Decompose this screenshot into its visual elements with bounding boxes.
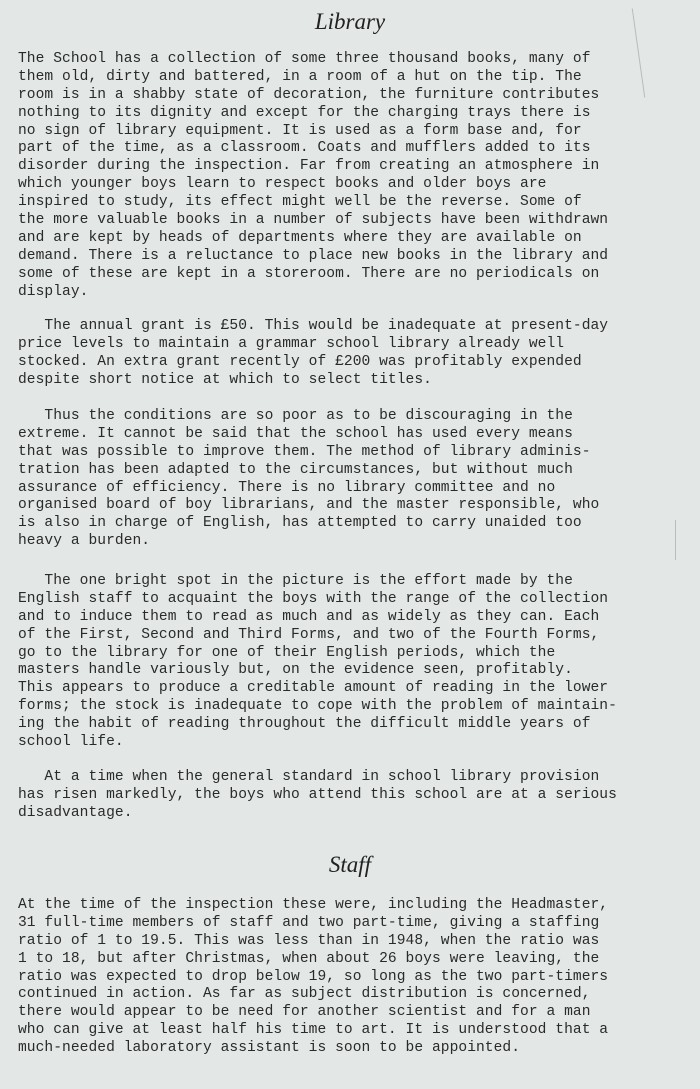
text-line: At the time of the inspection these were, including the Headmaster, [18,897,609,913]
text-line: and to induce them to read as much and as widely as they can. Each [18,608,600,625]
text-line: tration has been adapted to the circumstances, but without much [18,461,573,478]
text-line: school life. [18,734,124,751]
text-line: price levels to maintain a grammar school library already well [18,335,565,352]
library-paragraph-5 [18,769,700,823]
text-line: is also in charge of English, has attempted to carry unaided too [18,515,582,532]
text-line: despite short notice at which to select titles. [18,371,432,388]
text-line: extreme. It cannot be said that the school has used every means [18,425,573,442]
text-line: them old, dirty and battered, in a room of a hut on the tip. The [18,68,582,85]
library-paragraph-2 [18,318,700,390]
staff-paragraph-1 [18,897,700,1058]
text-line: nothing to its dignity and except for the charging trays there is [18,104,591,121]
text-line: has risen markedly, the boys who attend this school are at a serious [18,786,617,803]
library-paragraph-1 [18,51,700,301]
text-line: demand. There is a reluctance to place new books in the library and [18,247,609,264]
text-line: room is in a shabby state of decoration, the furniture contributes [18,86,600,103]
text-line: The one bright spot in the picture is the effort made by the [18,573,573,589]
text-line: ratio of 1 to 19.5. This was less than in 1948, when the ratio was [18,932,600,949]
text-line: display. [18,283,89,300]
text-line: some of these are kept in a storeroom. There are no periodicals on [18,265,600,282]
text-line: continued in action. As far as subject distribution is concerned, [18,986,591,1003]
text-line: stocked. An extra grant recently of £200 was profitably expended [18,353,582,370]
text-line: English staff to acquaint the boys with the range of the collection [18,590,609,607]
text-line: 31 full-time members of staff and two part-time, giving a staffing [18,914,600,931]
text-line: there would appear to be need for another scientist and for a man [18,1004,591,1021]
text-line: At a time when the general standard in school library provision [18,769,600,785]
text-line: the more valuable books in a number of subjects have been withdrawn [18,212,609,229]
text-line: of the First, Second and Third Forms, and two of the Fourth Forms, [18,626,600,643]
text-line: heavy a burden. [18,533,151,550]
text-line: The annual grant is £50. This would be inadequate at present-day [18,318,609,334]
text-line: forms; the stock is inadequate to cope with the problem of maintain- [18,698,617,715]
library-paragraph-3 [18,408,700,551]
library-paragraph-4 [18,573,700,752]
text-line: This appears to produce a creditable amount of reading in the lower [18,680,609,697]
text-line: which younger boys learn to respect books and older boys are [18,176,547,193]
text-line: much-needed laboratory assistant is soon to be appointed. [18,1040,521,1057]
text-line: ratio was expected to drop below 19, so long as the two part-timers [18,968,609,985]
text-line: go to the library for one of their English periods, which the [18,644,556,661]
text-line: ing the habit of reading throughout the difficult middle years of [18,716,591,733]
text-line: who can give at least half his time to art. It is understood that a [18,1022,609,1039]
text-line: 1 to 18, but after Christmas, when about 26 boys were leaving, the [18,950,600,967]
text-line: Thus the conditions are so poor as to be discouraging in the [18,408,573,424]
text-line: part of the time, as a classroom. Coats and mufflers added to its [18,140,591,157]
text-line: disadvantage. [18,804,133,821]
text-line: and are kept by heads of departments where they are available on [18,229,582,246]
library-heading: Library [314,9,386,34]
text-line: no sign of library equipment. It is used as a form base and, for [18,122,582,139]
text-line: masters handle variously but, on the evidence seen, profitably. [18,662,573,679]
text-line: organised board of boy librarians, and the master responsible, who [18,497,600,514]
text-line: that was possible to improve them. The method of library adminis- [18,443,591,460]
text-line: The School has a collection of some three thousand books, many of [18,51,591,67]
staff-heading: Staff [328,852,372,877]
text-line: inspired to study, its effect might well be the reverse. Some of [18,194,582,211]
text-line: assurance of efficiency. There is no library committee and no [18,479,556,496]
text-line: disorder during the inspection. Far from creating an atmosphere in [18,158,600,175]
